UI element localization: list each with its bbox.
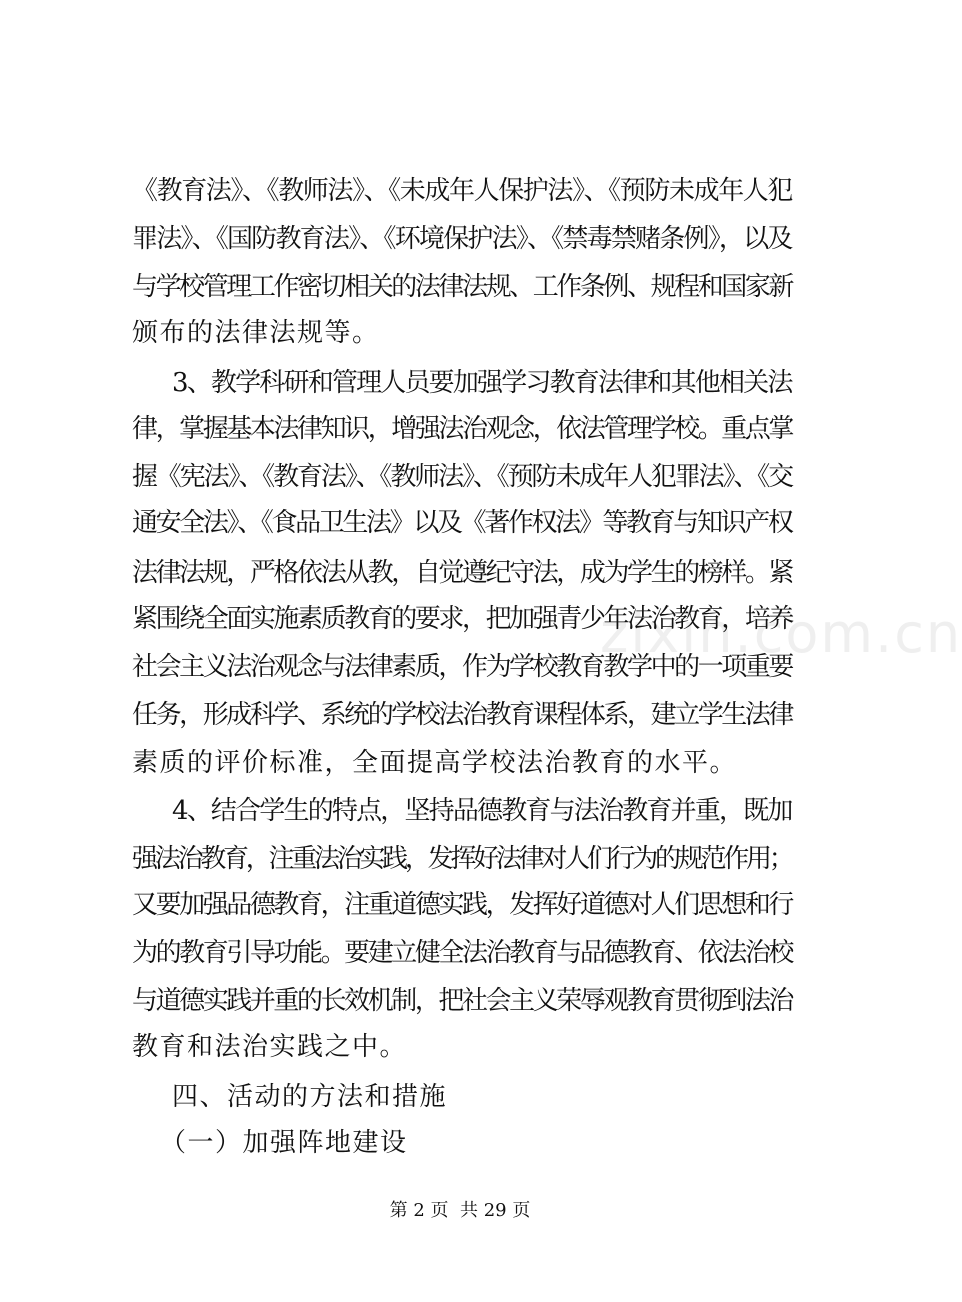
subsection-heading: （一）加强阵地建设 xyxy=(160,1128,408,1158)
section-heading: 四、活动的方法和措施 xyxy=(172,1082,448,1112)
body-line-17: 为的教育引导功能。要建立健全法治教育与品德教育、依法治校 xyxy=(132,938,793,968)
watermark-text: zixin.com.cn xyxy=(600,602,962,665)
body-line-12: 任务，形成科学、系统的学校法治教育课程体系，建立学生法律 xyxy=(132,700,793,730)
body-line-19: 教育和法治实践之中。 xyxy=(132,1032,408,1062)
body-line-10: 紧围绕全面实施素质教育的要求，把加强青少年法治教育，培养 xyxy=(132,604,793,634)
body-line-3: 与学校管理工作密切相关的法律法规、工作条例、规程和国家新 xyxy=(132,272,793,302)
body-line-18: 与道德实践并重的长效机制，把社会主义荣辱观教育贯彻到法治 xyxy=(132,986,793,1016)
page-footer: 第 2 页 共 29 页 xyxy=(389,1200,531,1221)
body-line-6: 律，掌握基本法律知识，增强法治观念，依法管理学校。重点掌 xyxy=(132,414,793,444)
body-line-4: 颁布的法律法规等。 xyxy=(132,318,380,348)
body-line-2: 罪法》、《国防教育法》、《环境保护法》、《禁毒禁赌条例》，以及 xyxy=(132,224,792,254)
body-line-9: 法律法规，严格依法从教，自觉遵纪守法，成为学生的榜样。紧 xyxy=(132,558,793,588)
body-line-1: 《教育法》、《教师法》、《未成年人保护法》、《预防未成年人犯 xyxy=(132,176,793,206)
body-line-8: 通安全法》、《食品卫生法》以及《著作权法》等教育与知识产权 xyxy=(132,508,792,538)
body-line-13: 素质的评价标准，全面提高学校法治教育的水平。 xyxy=(132,748,738,778)
body-line-15: 强法治教育，注重法治实践，发挥好法律对人们行为的规范作用； xyxy=(132,844,792,874)
body-line-14: 4、结合学生的特点，坚持品德教育与法治教育并重，既加 xyxy=(172,796,792,826)
body-line-16: 又要加强品德教育，注重道德实践，发挥好道德对人们思想和行 xyxy=(132,890,793,920)
body-line-5: 3、教学科研和管理人员要加强学习教育法律和其他相关法 xyxy=(172,368,792,398)
body-line-7: 握《宪法》、《教育法》、《教师法》、《预防未成年人犯罪法》、《交 xyxy=(132,462,793,492)
body-line-11: 社会主义法治观念与法律素质，作为学校教育教学中的一项重要 xyxy=(132,652,793,682)
